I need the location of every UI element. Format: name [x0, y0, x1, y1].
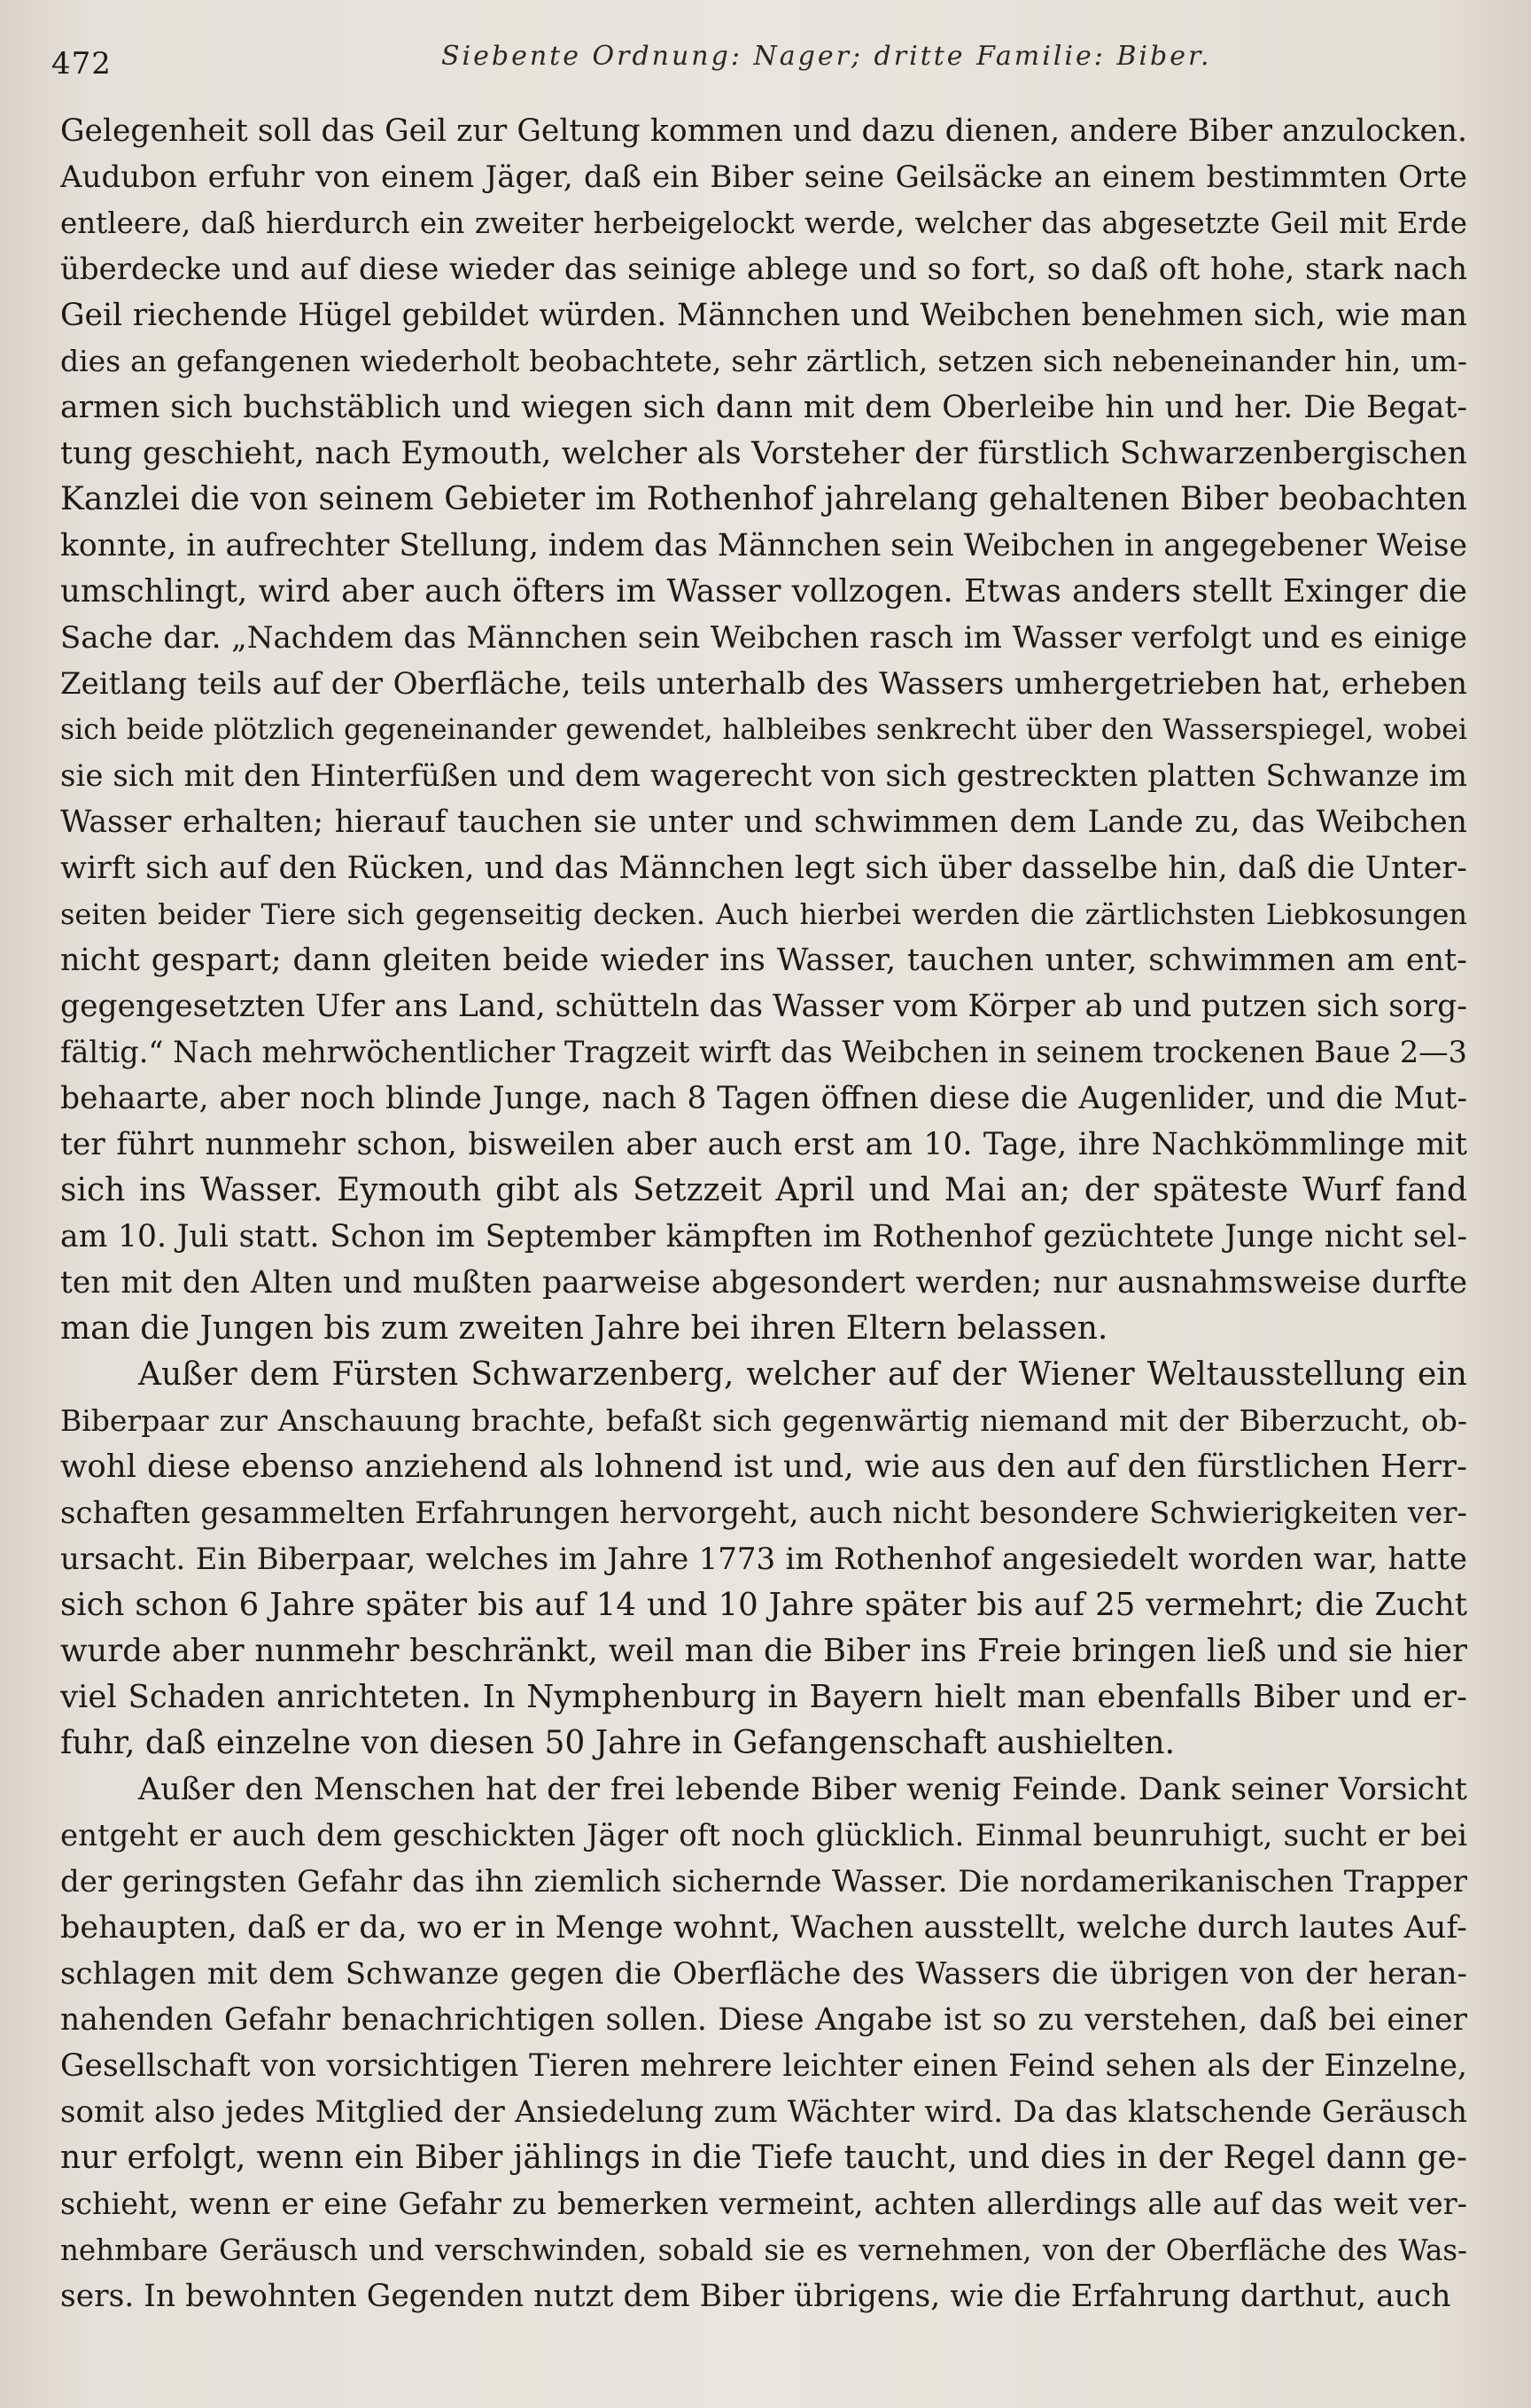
- text-line: überdecke und auf diese wieder das seinige ablege und so fort, so daß oft hohe, stark nach: [60, 252, 1467, 287]
- body-text: [60, 108, 1467, 2319]
- text-line: sich schon 6 Jahre später bis auf 14 und 10 Jahre später bis auf 25 vermehrt; die Zucht: [60, 1587, 1467, 1623]
- paragraph: [60, 1352, 1467, 1767]
- text-line: konnte, in aufrechter Stellung, indem das Männchen sein Weibchen in angegebener Weise: [60, 528, 1467, 563]
- text-line: tung geschieht, nach Eymouth, welcher als Vorsteher der fürstlich Schwarzenbergischen: [60, 436, 1467, 471]
- text-line: Wasser erhalten; hierauf tauchen sie unter und schwimmen dem Lande zu, das Weibchen: [60, 804, 1467, 840]
- text-line: viel Schaden anrichteten. In Nymphenburg in Bayern hielt man ebenfalls Biber und er-: [60, 1679, 1467, 1715]
- text-line: man die Jungen bis zum zweiten Jahre bei ihren Eltern belassen.: [60, 1310, 1108, 1347]
- text-line: wurde aber nunmehr beschränkt, weil man die Biber ins Freie bringen ließ und sie hier: [60, 1633, 1467, 1669]
- text-line: ten mit den Alten und mußten paarweise abgesondert werden; nur ausnahmsweise durfte: [60, 1265, 1467, 1301]
- text-line: nahenden Gefahr benachrichtigen sollen. Diese Angabe ist so zu verstehen, daß bei einer: [60, 2002, 1467, 2038]
- text-line: der geringsten Gefahr das ihn ziemlich sichernde Wasser. Die nordamerikanischen Trapper: [60, 1864, 1467, 1899]
- text-line: gegengesetzten Ufer ans Land, schütteln das Wasser vom Körper ab und putzen sich sorg-: [60, 989, 1467, 1024]
- text-line: sich beide plötzlich gegeneinander gewendet, halbleibes senkrecht über den Wasserspiegel, wobei: [60, 714, 1467, 746]
- text-line: ter führt nunmehr schon, bisweilen aber auch erst am 10. Tage, ihre Nachkömmlinge mit: [60, 1127, 1467, 1162]
- text-line: nicht gespart; dann gleiten beide wieder ins Wasser, tauchen unter, schwimmen am ent-: [60, 943, 1467, 978]
- text-line: entgeht er auch dem geschickten Jäger oft noch glücklich. Einmal beunruhigt, sucht er bei: [60, 1818, 1467, 1853]
- text-line: behaupten, daß er da, wo er in Menge wohnt, Wachen ausstellt, welche durch lautes Auf-: [60, 1910, 1467, 1946]
- text-line: Außer den Menschen hat der frei lebende Biber wenig Feinde. Dank seiner Vorsicht: [138, 1772, 1467, 1807]
- text-line: wirft sich auf den Rücken, und das Männchen legt sich über dasselbe hin, daß die Unter-: [60, 851, 1467, 886]
- text-line: am 10. Juli statt. Schon im September kämpften im Rothenhof gezüchtete Junge nicht sel-: [60, 1219, 1467, 1254]
- text-line: Zeitlang teils auf der Oberfläche, teils unterhalb des Wassers umhergetrieben hat, erheben: [60, 666, 1467, 702]
- text-line: Außer dem Fürsten Schwarzenberg, welcher auf der Wiener Weltausstellung ein: [138, 1356, 1467, 1393]
- text-line: behaarte, aber noch blinde Junge, nach 8 Tagen öffnen diese die Augenlider, und die Mut-: [60, 1081, 1467, 1116]
- text-line: Audubon erfuhr von einem Jäger, daß ein Biber seine Geilsäcke an einem bestimmten Orte: [60, 159, 1467, 195]
- text-line: Biberpaar zur Anschauung brachte, befaßt sich gegenwärtig niemand mit der Biberzucht, ob-: [60, 1403, 1467, 1438]
- text-line: wohl diese ebenso anziehend als lohnend ist und, wie aus den auf den fürstlichen Herr-: [60, 1449, 1467, 1485]
- text-line: schieht, wenn er eine Gefahr zu bemerken vermeint, achten allerdings alle auf das weit ver-: [60, 2187, 1467, 2221]
- paragraph: [60, 1767, 1467, 2319]
- text-line: ursacht. Ein Biberpaar, welches im Jahre 1773 im Rothenhof angesiedelt worden war, hatte: [60, 1542, 1467, 1577]
- text-line: Geil riechende Hügel gebildet würden. Männchen und Weibchen benehmen sich, wie man: [60, 298, 1467, 333]
- text-line: fuhr, daß einzelne von diesen 50 Jahre in Gefangenschaft aushielten.: [60, 1725, 1176, 1761]
- text-line: schlagen mit dem Schwanze gegen die Oberfläche des Wassers die übrigen von der heran-: [60, 1956, 1467, 1992]
- text-line: fältig.“ Nach mehrwöchentlicher Tragzeit wirft das Weibchen in seinem trockenen Baue 2—3: [60, 1035, 1467, 1069]
- text-line: seiten beider Tiere sich gegenseitig decken. Auch hierbei werden die zärtlichsten Liebkosungen: [60, 897, 1467, 931]
- text-line: sers. In bewohnten Gegenden nutzt dem Biber übrigens, wie die Erfahrung darthut, auch: [60, 2279, 1451, 2314]
- text-line: nehmbare Geräusch und verschwinden, sobald sie es vernehmen, von der Oberfläche des Was-: [60, 2233, 1467, 2267]
- text-line: Gesellschaft von vorsichtigen Tieren mehrere leichter einen Feind sehen als der Einzelne,: [60, 2048, 1467, 2084]
- text-line: dies an gefangenen wiederholt beobachtete, sehr zärtlich, setzen sich nebeneinander hin, um-: [60, 344, 1467, 378]
- text-line: Gelegenheit soll das Geil zur Geltung kommen und dazu dienen, andere Biber anzulocken.: [60, 113, 1467, 149]
- running-head: Siebente Ordnung: Nager; dritte Familie: Biber.: [441, 41, 1212, 72]
- text-line: schaften gesammelten Erfahrungen hervorgeht, auch nicht besondere Schwierigkeiten ver-: [60, 1495, 1467, 1531]
- text-line: armen sich buchstäblich und wiegen sich dann mit dem Oberleibe hin und her. Die Begat-: [60, 390, 1467, 425]
- text-line: sich ins Wasser. Eymouth gibt als Setzzeit April und Mai an; der späteste Wurf fand: [60, 1172, 1467, 1208]
- text-line: entleere, daß hierdurch ein zweiter herbeigelockt werde, welcher das abgesetzte Geil mit Erde: [60, 206, 1467, 240]
- page-number: 472: [51, 46, 112, 82]
- text-line: somit also jedes Mitglied der Ansiedelung zum Wächter wird. Da das klatschende Geräusch: [60, 2094, 1467, 2130]
- text-line: Kanzlei die von seinem Gebieter im Rothenhof jahrelang gehaltenen Biber beobachten: [60, 481, 1467, 517]
- text-line: nur erfolgt, wenn ein Biber jählings in die Tiefe taucht, und dies in der Regel dann ge-: [60, 2140, 1467, 2176]
- text-line: sie sich mit den Hinterfüßen und dem wagerecht von sich gestreckten platten Schwanze im: [60, 758, 1467, 794]
- text-line: umschlingt, wird aber auch öfters im Wasser vollzogen. Etwas anders stellt Exinger die: [60, 573, 1467, 610]
- paragraph: [60, 108, 1467, 1352]
- page-header: [51, 41, 1469, 85]
- text-line: Sache dar. „Nachdem das Männchen sein Weibchen rasch im Wasser verfolgt und es einige: [60, 620, 1467, 656]
